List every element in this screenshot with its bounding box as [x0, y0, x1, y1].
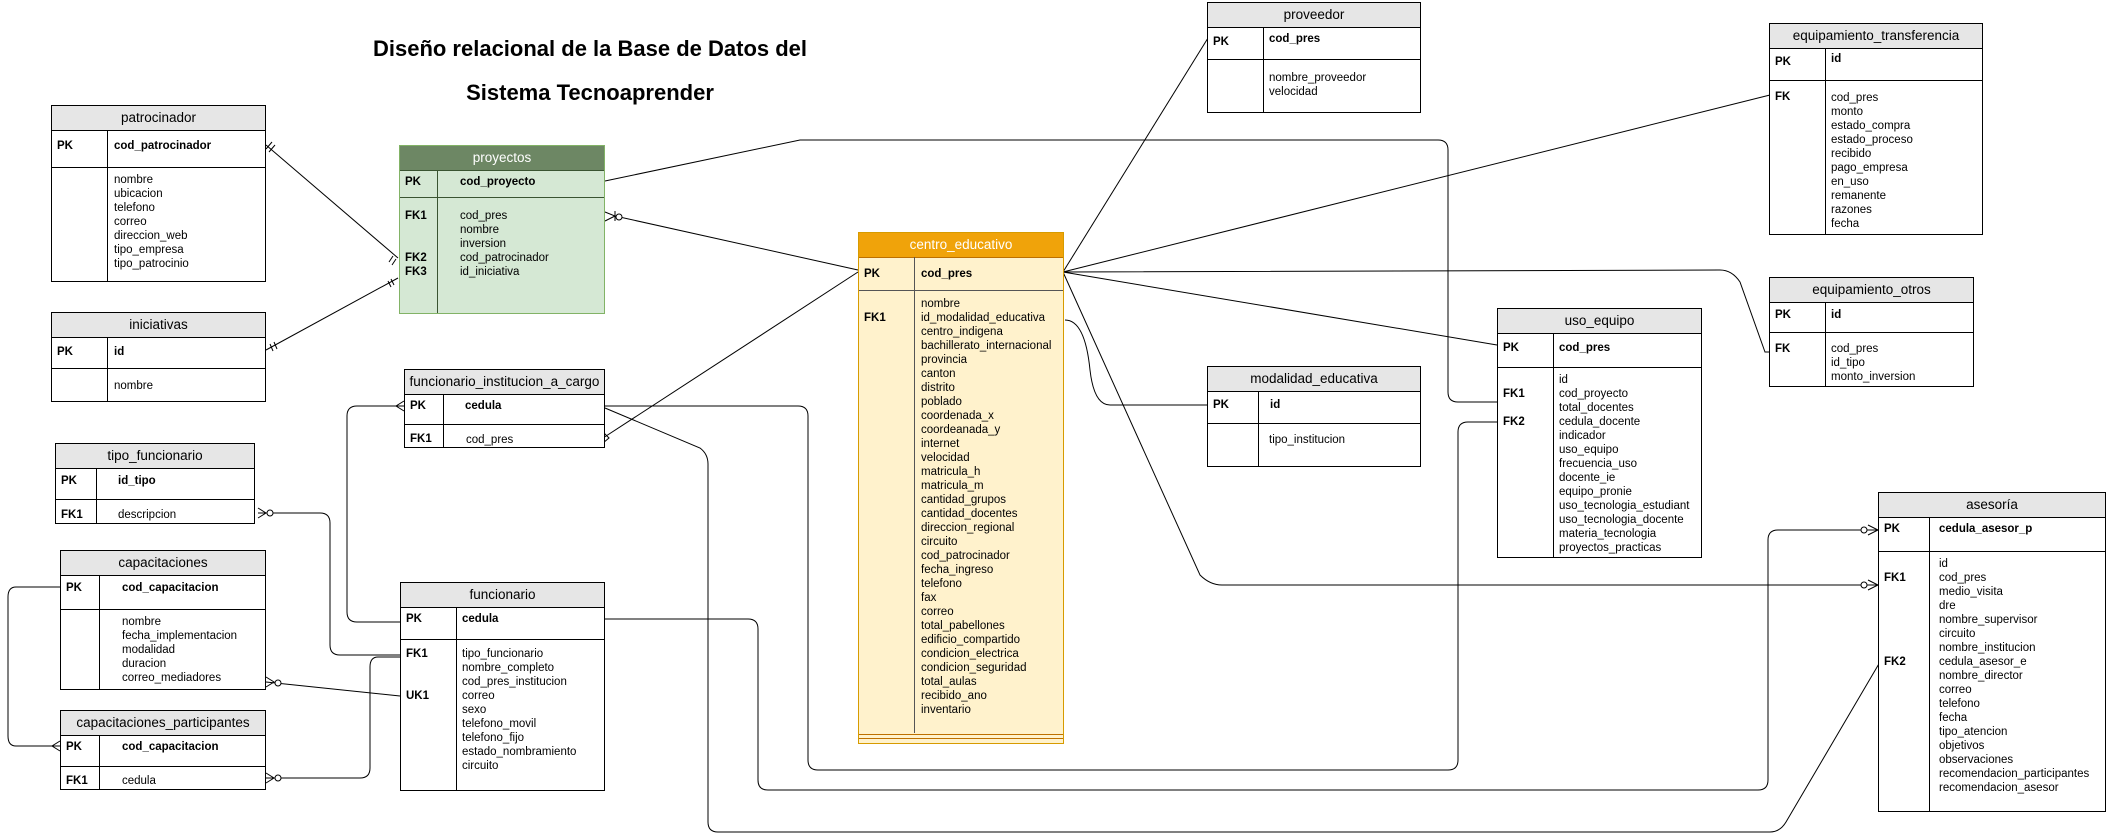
- attribute: nombre_director: [1939, 670, 2023, 682]
- attribute: equipo_pronie: [1559, 486, 1632, 498]
- entity-name: modalidad_educativa: [1208, 367, 1420, 392]
- pk-label: PK: [405, 176, 421, 188]
- attribute: frecuencia_uso: [1559, 458, 1637, 470]
- entity-asesoria[interactable]: [1878, 492, 2106, 812]
- attribute: cod_pres: [460, 210, 508, 222]
- attribute-list: [1269, 71, 1366, 99]
- attribute: pago_empresa: [1831, 162, 1908, 174]
- link-iniciativas-proyectos: [266, 278, 398, 350]
- attribute: recomendacion_asesor: [1939, 782, 2059, 794]
- entity-name: uso_equipo: [1498, 309, 1701, 334]
- attribute: dre: [1939, 600, 1956, 612]
- attribute: recibido_ano: [921, 690, 987, 702]
- attribute: circuito: [462, 760, 499, 772]
- entity-name: equipamiento_transferencia: [1770, 24, 1982, 49]
- attribute: monto: [1831, 106, 1863, 118]
- pk-label: PK: [1213, 36, 1229, 48]
- attribute: materia_tecnologia: [1559, 528, 1657, 540]
- attribute: provincia: [921, 354, 968, 366]
- pk-label: PK: [61, 475, 77, 487]
- attribute: inversion: [460, 238, 507, 250]
- attribute: remanente: [1831, 190, 1886, 202]
- attribute-list: [114, 173, 189, 271]
- attribute: fecha_ingreso: [921, 564, 994, 576]
- attribute: recibido: [1831, 148, 1872, 160]
- attribute: cod_pres: [1831, 343, 1879, 355]
- pk-field: cod_pres: [1269, 33, 1321, 45]
- pk-label: PK: [406, 613, 422, 625]
- attribute: modalidad: [122, 644, 176, 656]
- pk-label: PK: [57, 346, 73, 358]
- attribute: cod_pres: [1831, 92, 1879, 104]
- attribute: docente_ie: [1559, 472, 1616, 484]
- attribute: cedula: [122, 775, 156, 787]
- attribute: telefono: [1939, 698, 1980, 710]
- attribute-list: [462, 647, 576, 773]
- attribute: cantidad_grupos: [921, 494, 1007, 506]
- attribute-list: [122, 615, 237, 685]
- pk-field: cedula: [462, 613, 499, 625]
- fk2-label: FK2: [1503, 416, 1525, 428]
- attribute-list: [466, 433, 513, 447]
- attribute: fecha: [1831, 218, 1860, 230]
- attribute: correo: [921, 606, 954, 618]
- link-centro-funcionario-institucion: [603, 272, 858, 438]
- pk-field: cod_pres: [921, 268, 973, 280]
- attribute: tipo_funcionario: [462, 648, 544, 660]
- fk-label: FK: [1775, 343, 1791, 355]
- link-funcionario-capacitaciones: [266, 682, 400, 696]
- entity-capacitaciones-participantes[interactable]: [60, 710, 266, 790]
- attribute: velocidad: [921, 452, 970, 464]
- entity-name: capacitaciones_participantes: [61, 711, 265, 736]
- attribute: canton: [921, 368, 956, 380]
- link-centro-modalidad: [1065, 320, 1208, 405]
- attribute: cod_proyecto: [1559, 388, 1629, 400]
- attribute: correo: [1939, 684, 1972, 696]
- attribute-list: [921, 297, 1051, 717]
- attribute: nombre: [122, 616, 161, 628]
- pk-field: id_tipo: [118, 475, 156, 487]
- fk1-label: FK1: [66, 775, 88, 787]
- entity-iniciativas[interactable]: [51, 312, 266, 402]
- attribute: duracion: [122, 658, 167, 670]
- attribute: edificio_compartido: [921, 634, 1021, 646]
- attribute: distrito: [921, 382, 955, 394]
- attribute: cod_pres: [1939, 572, 1987, 584]
- attribute: uso_tecnologia_docente: [1559, 514, 1684, 526]
- attribute: inventario: [921, 704, 971, 716]
- pk-field: cedula: [465, 400, 502, 412]
- attribute: id_modalidad_educativa: [921, 312, 1046, 324]
- attribute: proyectos_practicas: [1559, 542, 1662, 554]
- entity-name: centro_educativo: [859, 233, 1063, 258]
- attribute: internet: [921, 438, 960, 450]
- attribute: estado_compra: [1831, 120, 1911, 132]
- pk-field: cod_patrocinador: [114, 140, 212, 152]
- attribute-list: [1559, 373, 1689, 555]
- attribute: total_aulas: [921, 676, 977, 688]
- pk-field: id: [114, 346, 125, 358]
- entity-capacitaciones[interactable]: [60, 550, 266, 690]
- attribute-list: [114, 379, 153, 393]
- pk-label: PK: [66, 741, 82, 753]
- attribute: en_uso: [1831, 176, 1869, 188]
- attribute: nombre_supervisor: [1939, 614, 2038, 626]
- entity-name: iniciativas: [52, 313, 265, 338]
- link-centro-uso-equipo: [1063, 272, 1497, 345]
- attribute: matricula_h: [921, 466, 981, 478]
- entity-funcionario[interactable]: [400, 582, 605, 791]
- attribute: observaciones: [1939, 754, 2014, 766]
- link-funcionario-cap-participantes: [266, 657, 400, 778]
- attribute: nombre: [114, 174, 153, 186]
- fk-label: FK: [1775, 91, 1791, 103]
- attribute: uso_equipo: [1559, 444, 1619, 456]
- link-proyectos-centro: [615, 216, 858, 270]
- fk2-label: FK2: [405, 252, 427, 264]
- attribute-list: [122, 774, 156, 788]
- attribute: coordenada_x: [921, 410, 994, 422]
- entity-name: funcionario: [401, 583, 604, 608]
- attribute: direccion_web: [114, 230, 188, 242]
- attribute: cod_pres: [466, 434, 514, 446]
- entity-name: proveedor: [1208, 3, 1420, 28]
- entity-name: proyectos: [400, 146, 604, 171]
- pk-label: PK: [410, 400, 426, 412]
- attribute: direccion_regional: [921, 522, 1015, 534]
- attribute: recomendacion_participantes: [1939, 768, 2090, 780]
- attribute: tipo_atencion: [1939, 726, 2008, 738]
- attribute: ubicacion: [114, 188, 163, 200]
- entity-patrocinador[interactable]: [51, 105, 266, 282]
- pk-field: id: [1831, 53, 1842, 65]
- entity-name: capacitaciones: [61, 551, 265, 576]
- pk-label: PK: [864, 268, 880, 280]
- link-patrocinador-proyectos: [266, 145, 398, 258]
- attribute: coordeanada_y: [921, 424, 1001, 436]
- attribute: condicion_seguridad: [921, 662, 1027, 674]
- attribute: medio_visita: [1939, 586, 2003, 598]
- attribute: total_docentes: [1559, 402, 1634, 414]
- attribute: telefono_movil: [462, 718, 537, 730]
- link-centro-transferencia: [1063, 95, 1770, 272]
- attribute-list: [1831, 91, 1913, 231]
- link-funcionario-asesoria: [605, 530, 1878, 790]
- entity-name: funcionario_institucion_a_cargo: [405, 370, 604, 395]
- attribute: correo_mediadores: [122, 672, 222, 684]
- attribute: circuito: [1939, 628, 1976, 640]
- attribute: sexo: [462, 704, 487, 716]
- entity-uso-equipo[interactable]: [1497, 308, 1702, 558]
- attribute: id_iniciativa: [460, 266, 520, 278]
- attribute: telefono: [921, 578, 962, 590]
- fk3-label: FK3: [405, 266, 427, 278]
- attribute: nombre_proveedor: [1269, 72, 1367, 84]
- attribute: estado_nombramiento: [462, 746, 577, 758]
- pk-label: PK: [1775, 56, 1791, 68]
- attribute: id_tipo: [1831, 357, 1865, 369]
- attribute: tipo_empresa: [114, 244, 184, 256]
- attribute: fax: [921, 592, 937, 604]
- attribute: cod_patrocinador: [460, 252, 549, 264]
- pk-field: cod_capacitacion: [122, 741, 219, 753]
- attribute: correo: [114, 216, 147, 228]
- entity-tipo-funcionario[interactable]: [55, 443, 255, 524]
- attribute: telefono: [114, 202, 155, 214]
- attribute: estado_proceso: [1831, 134, 1913, 146]
- attribute: correo: [462, 690, 495, 702]
- attribute: fecha_implementacion: [122, 630, 238, 642]
- attribute: monto_inversion: [1831, 371, 1916, 383]
- attribute: telefono_fijo: [462, 732, 525, 744]
- pk-label: PK: [1213, 399, 1229, 411]
- entity-equipamiento-otros[interactable]: [1769, 277, 1974, 387]
- diagram-title-line2: Sistema Tecnoaprender: [466, 80, 714, 105]
- link-centro-proveedor: [1063, 38, 1208, 272]
- attribute: nombre: [114, 380, 153, 392]
- pk-label: PK: [57, 140, 73, 152]
- attribute: condicion_electrica: [921, 648, 1019, 660]
- pk-field: cod_capacitacion: [122, 582, 219, 594]
- pk-label: PK: [1503, 342, 1519, 354]
- entity-modalidad-educativa[interactable]: [1207, 366, 1421, 467]
- pk-label: PK: [1775, 309, 1791, 321]
- fk1-label: FK1: [1884, 572, 1906, 584]
- attribute: tipo_patrocinio: [114, 258, 189, 270]
- fk2-label: FK2: [1884, 656, 1906, 668]
- attribute: id: [1939, 558, 1948, 570]
- link-fia-funcionario: [347, 406, 404, 622]
- attribute: objetivos: [1939, 740, 1985, 752]
- attribute: descripcion: [118, 509, 177, 521]
- entity-name: equipamiento_otros: [1770, 278, 1973, 303]
- diagram-title-line1: Diseño relacional de la Base de Datos del: [372, 36, 808, 61]
- attribute: circuito: [921, 536, 958, 548]
- attribute: cedula_docente: [1559, 416, 1641, 428]
- attribute: razones: [1831, 204, 1872, 216]
- attribute: indicador: [1559, 430, 1606, 442]
- pk-field: cod_pres: [1559, 342, 1611, 354]
- attribute: velocidad: [1269, 86, 1318, 98]
- attribute: id: [1559, 374, 1568, 386]
- fk1-label: FK1: [405, 210, 427, 222]
- attribute: total_pabellones: [921, 620, 1005, 632]
- attribute: cod_patrocinador: [921, 550, 1010, 562]
- pk-field: cod_proyecto: [460, 176, 536, 188]
- attribute: cantidad_docentes: [921, 508, 1018, 520]
- entity-name: tipo_funcionario: [56, 444, 254, 469]
- attribute: nombre: [460, 224, 499, 236]
- attribute-list: [1831, 342, 1915, 384]
- fk1-label: FK1: [61, 509, 83, 521]
- entity-proveedor[interactable]: [1207, 2, 1421, 113]
- fk1-label: FK1: [410, 433, 432, 445]
- entity-centro-educativo[interactable]: [858, 232, 1064, 744]
- attribute: nombre_institucion: [1939, 642, 2036, 654]
- attribute-list: [1939, 557, 2089, 795]
- attribute-list: [118, 508, 176, 522]
- entity-name: asesoría: [1879, 493, 2105, 518]
- attribute: bachillerato_internacional: [921, 340, 1052, 352]
- fk1-label: FK1: [406, 648, 428, 660]
- attribute: tipo_institucion: [1269, 434, 1346, 446]
- attribute: cod_pres_institucion: [462, 676, 567, 688]
- entity-equipamiento-transferencia[interactable]: [1769, 23, 1983, 235]
- pk-label: PK: [1884, 523, 1900, 535]
- link-tipo-funcionario-funcionario: [258, 513, 400, 655]
- attribute: matricula_m: [921, 480, 984, 492]
- uk1-label: UK1: [406, 690, 430, 702]
- attribute: nombre_completo: [462, 662, 555, 674]
- attribute: fecha: [1939, 712, 1968, 724]
- attribute-list: [1269, 433, 1345, 447]
- pk-field: id: [1831, 309, 1842, 321]
- pk-field: id: [1270, 399, 1281, 411]
- fk1-label: FK1: [1503, 388, 1525, 400]
- link-capacitaciones-participantes: [8, 587, 60, 746]
- attribute-list: [460, 209, 549, 279]
- attribute: cedula_asesor_e: [1939, 656, 2027, 668]
- entity-proyectos[interactable]: [399, 145, 605, 314]
- attribute: poblado: [921, 396, 962, 408]
- link-centro-asesoria: [1063, 272, 1878, 585]
- pk-field: cedula_asesor_p: [1939, 523, 2033, 535]
- entity-name: patrocinador: [52, 106, 265, 131]
- pk-label: PK: [66, 582, 82, 594]
- fk1-label: FK1: [864, 312, 886, 324]
- attribute: nombre: [921, 298, 960, 310]
- attribute: uso_tecnologia_estudiant: [1559, 500, 1690, 512]
- attribute: centro_indigena: [921, 326, 1003, 338]
- entity-funcionario-institucion-a-cargo[interactable]: [404, 369, 605, 448]
